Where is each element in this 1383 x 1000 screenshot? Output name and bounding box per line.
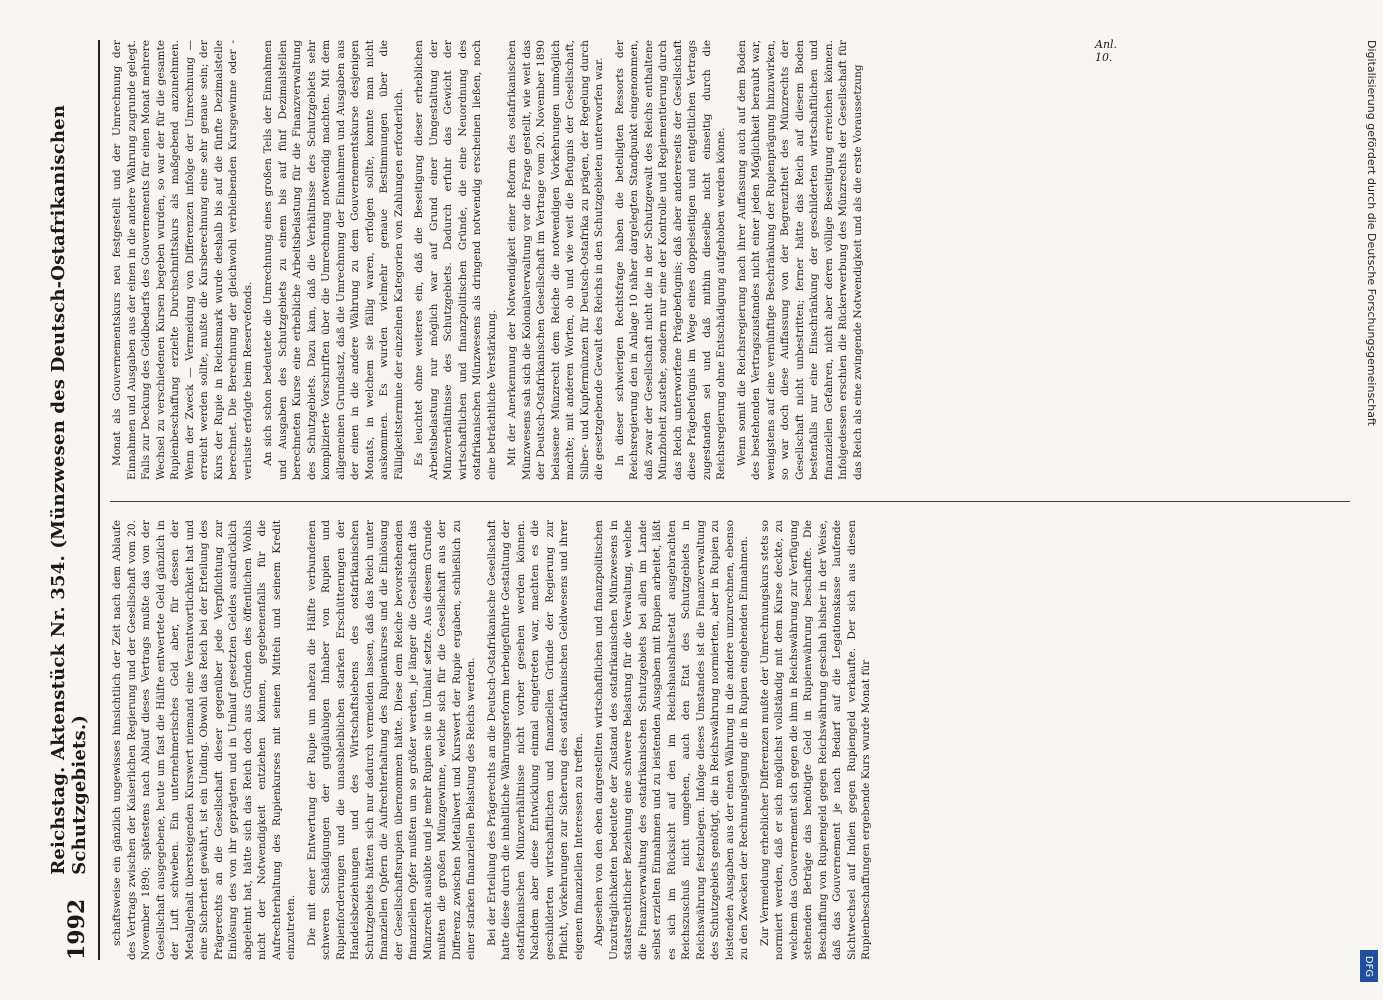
paragraph: Monat als Gouvernementskurs neu festgestellt und der Umrechnung der Einnahmen und Ausgaben aus der einen in die andere Währung zugrunde gelegt. Falls zur Deckung des Geldbedarfs des Gouvernements für einen Monat mehrere Wechsel zu verschiedenen Kursen begeben wurden, so war der für die gesamte Rupienbeschaffung erzielte Durchschnittskurs als maßgebend anzunehmen. Wenn der Zweck — Vermeidung von Differenzen infolge der Umrechnung — erreicht werden sollte, mußte die Kursberechnung eine sehr genaue sein; der Kurs der Rupie in Reichsmark wurde deshalb bis auf die fünfte Dezimalstelle berechnet. Die Berechnung der gleichwohl verbleibenden Kursgewinne oder -verluste erfolgte beim Reservefonds. [111, 40, 254, 480]
margin-note: Anl. 10. [1095, 38, 1118, 64]
digitization-credit-strip [1360, 40, 1378, 960]
digitization-credit: Digitalisierung gefördert durch die Deutsche Forschungsgemeinschaft [1365, 40, 1378, 426]
paragraph: Es leuchtet ohne weiteres ein, daß die Beseitigung dieser erheblichen Arbeitsbelastung nur möglich war auf Grund einer Umgestaltung der Münzverhältnisse des Schutzgebiets. Dadurch erfuhr das Gewicht der wirtschaftlichen und finanzpolitischen Gründe, die eine Neuordnung des ostafrikanischen Münzwesens als dringend notwendig erscheinen ließen, noch eine beträchtliche Verstärkung. [413, 40, 498, 480]
paragraph: Wenn somit die Reichsregierung nach ihrer Auffassung auch auf dem Boden des bestehenden Vertragszustandes nicht einer jeden Möglichkeit beraubt war, wenigstens auf eine vernünftige Beschränkung der Rupienprägung hinzuwirken, so war doch diese Auffassung von der Begrenztheit des Münzrechts der Gesellschaft nicht unbestritten; ferner hätte das Reich auf diesem Boden bestenfalls nur eine Einschränkung der geschilderten wirtschaftlichen und finanziellen Gefahren, nicht aber deren völlige Beseitigung erreichen können. Infolgedessen erschien die Rückerwerbung des Münzrechts der Gesellschaft für das Reich als eine zwingende Notwendigkeit und als die erste Voraussetzung [735, 40, 864, 480]
column-divider [110, 501, 1350, 502]
paragraph: schaftsweise ein gänzlich ungewisses hinsichtlich der Zeit nach dem Ablaufe des Vertrags zwischen der Kaiserlichen Regierung und der Gesellschaft vom 20. November 1890; spätestens nach Ablauf dieses Vertrags mußte das von der Gesellschaft ausgegebene, heute um fast die Hälfte entwertete Geld gänzlich in der Luft schweben. Ein unternehmerisches Geld aber, für dessen der Metallgehalt übersteigenden Kurswert niemand eine Verantwortlichkeit hat und eine Sicherheit gewährt, ist ein Unding. Obwohl das Reich bei der Erteilung des Prägerechts an die Gesellschaft dieser gegenüber jede Verpflichtung zur Einlösung des von ihr geprägten und in Umlauf gesetzten Geldes ausdrücklich abgelehnt hat, hätte sich das Reich doch aus Gründen des öffentlichen Wohls nicht der Notwendigkeit entziehen können, gegebenenfalls für die Aufrechterhaltung des Rupienkurses mit seinen Mitteln und seinem Kredit einzutreten. [111, 520, 297, 960]
paragraph: Die mit einer Entwertung der Rupie um nahezu die Hälfte verbundenen schweren Schädigungen der gutgläubigen Inhaber von Rupien und Rupienforderungen und die unausbleiblichen starken Erschütterungen der Handelsbeziehungen und des Wirtschaftslebens des ostafrikanischen Schutzgebiets hätten sich nur dadurch vermeiden lassen, daß das Reich unter finanziellen Opfern die Aufrechterhaltung des Rupienkurses und die Einlösung der Gesellschaftsrupien übernommen hätte. Diese dem Reiche bevorstehenden finanziellen Opfer mußten um so größer werden, je länger die Gesellschaft das Münzrecht ausübte und je mehr Rupien sie in Umlauf setzte. Aus diesem Grunde mußten die großen Münzgewinne, welche sich für die Gesellschaft aus der Differenz zwischen Metallwert und Kurswert der Rupie ergaben, schließlich zu einer starken finanziellen Belastung des Reichs werden. [305, 520, 477, 960]
page-header [40, 40, 90, 960]
running-title: Reichstag. Aktenstück Nr. 354. (Münzwesen des Deutsch-Ostafrikanischen Schutzgebiets.) [48, 104, 90, 875]
paragraph: Mit der Anerkennung der Notwendigkeit einer Reform des ostafrikanischen Münzwesens sah sich die Kolonialverwaltung vor die Frage gestellt, wie weit das der Deutsch-Ostafrikanischen Gesellschaft im Vertrage vom 20. November 1890 belassene Münzrecht dem Reiche die notwendigen Vorkehrungen unmöglich machte; mit anderen Worten, ob und wie weit die Befugnis der Gesellschaft, Silber- und Kupfermünzen für Deutsch-Ostafrika zu prägen, der Regelung durch die gesetzgebende Gewalt des Reichs in den Schutzgebieten unterworfen war. [506, 40, 605, 480]
dfg-logo [1360, 950, 1378, 982]
paragraph: In dieser schwierigen Rechtsfrage haben die beteiligten Ressorts der Reichsregierung den in Anlage 10 näher dargelegten Standpunkt eingenommen, daß zwar der Gesellschaft nicht die in der Schutzgewalt des Reichs enthaltene Münzhoheit zustehe, sondern nur eine der Kontrolle und Reglementierung durch das Reich unterworfene Prägebefugnis; daß aber andererseits der Gesellschaft diese Prägebefugnis im Wege eines doppelseitigen und entgeltlichen Vertrags zugestanden sei und daß mithin dieselbe nicht einseitig durch die Reichsregierung ohne Entschädigung aufgehoben werden könne. [613, 40, 727, 480]
paragraph: Abgesehen von den eben dargestellten wirtschaftlichen und finanzpolitischen Unzuträglichkeiten bedeutete der Zustand des ostafrikanischen Münzwesens in staatsrechtlicher Beziehung eine schwere Belastung für die Verwaltung, welche die Finanzverwaltung des ostafrikanischen Schutzgebiets bei allen im Lande selbst erzielten Einnahmen und zu leistenden Ausgaben mit Rupien arbeitet, läßt es sich im Rücksicht auf den im Reichshaushaltsetat ausgebrachten Reichszuschuß nicht umgehen, auch den Etat des Schutzgebiets in Reichswährung festzulegen. Infolge dieses Umstandes ist die Finanzverwaltung des Schutzgebiets genötigt, die in Reichswährung normierten, aber in Rupien zu leistenden Ausgaben aus der einen Währung in die andere umzurechnen, ebenso zu den Zwecken der Rechnungslegung die in Rupien eingehenden Einnahmen. [593, 520, 750, 960]
page-number: 1992 [64, 898, 90, 960]
paragraph: Zur Vermeidung erheblicher Differenzen mußte der Umrechnungskurs stets so normiert werden, daß er sich möglichst vollständig mit dem Kurse deckte, zu welchem das Gouvernement sich gegen die ihm in Reichswährung zur Verfügung stehenden Beträge das benötigte Geld in Rupienwährung beschaffte. Die Beschaffung von Rupiengeld gegen Reichswährung geschah bisher in der Weise, daß das Gouvernement je nach Bedarf auf die Legationskasse laufende Sichtwechsel auf Indien gegen Rupiengeld verkaufte. Der sich aus diesen Rupienbeschaffungen ergebende Kurs wurde Monat für [758, 520, 872, 960]
dfg-logo-text: DFG [1363, 955, 1375, 977]
left-column [110, 520, 1350, 960]
right-column [110, 40, 1350, 480]
header-rule [98, 40, 100, 960]
paragraph: An sich schon bedeutete die Umrechnung eines großen Teils der Einnahmen und Ausgaben des Schutzgebiets zu einem bis auf fünf Dezimalstellen berechneten Kurse eine erhebliche Arbeitsbelastung für die Finanzverwaltung des Schutzgebiets. Dazu kam, daß die Verhältnisse des Schutzgebiets sehr komplizierte Vorschriften über die Umrechnung notwendig machten. Mit dem allgemeinen Grundsatz, daß die Umrechnung der Einnahmen und Ausgaben aus der einen in die andere Währung zu dem Gouvernementskurse desjenigen Monats, in welchem sie fällig waren, erfolgen sollte, konnte man nicht auskommen. Es wurden vielmehr genaue Bestimmungen über die Fälligkeitstermine der einzelnen Kategorien von Zahlungen erforderlich. [262, 40, 405, 480]
paragraph: Bei der Erteilung des Prägerechts an die Deutsch-Ostafrikanische Gesellschaft hatte diese durch die inhaltliche Währungsreform herbeigeführte Gestaltung der ostafrikanischen Münzverhältnisse nicht vorher gesehen werden können. Nachdem aber diese Entwicklung einmal eingetreten war, machten es die geschilderten wirtschaftlichen und finanziellen Gründe der Regierung zur Pflicht, Vorkehrungen zur Sicherung des ostafrikanischen Geldwesens und ihrer eigenen finanziellen Interessen zu treffen. [485, 520, 585, 960]
